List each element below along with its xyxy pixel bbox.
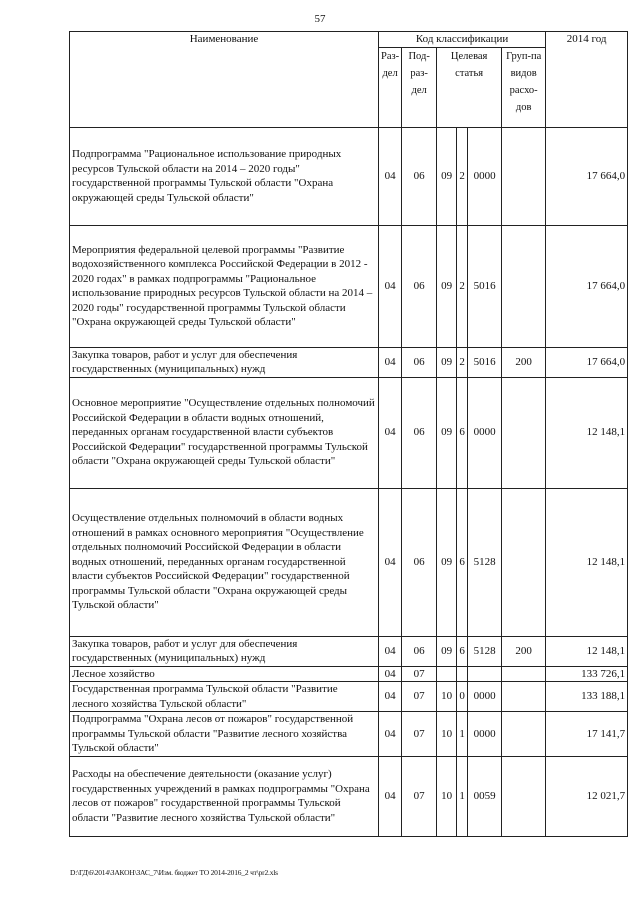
row-section: 04: [379, 712, 402, 757]
row-expense-group: 200: [502, 636, 546, 666]
table-row: [70, 712, 628, 757]
table-row: [70, 225, 628, 347]
row-section: 04: [379, 682, 402, 712]
row-expense-group: [502, 682, 546, 712]
row-section: 04: [379, 666, 402, 682]
column-header-subsection: Под-раз-дел: [402, 47, 437, 127]
column-header-year: 2014 год: [546, 32, 628, 128]
row-subsection: 07: [402, 682, 437, 712]
row-amount: 133 188,1: [546, 682, 628, 712]
row-name: Подпрограмма "Рациональное использование природных ресурсов Тульской области на 2014 – 2020 годы" государственной программы Тульской области "Охрана окружающей среды Тульской области": [70, 127, 379, 225]
row-target-subprogram: [457, 666, 468, 682]
row-name: Закупка товаров, работ и услуг для обеспечения государственных (муниципальных) нужд: [70, 636, 379, 666]
row-section: 04: [379, 377, 402, 488]
row-subsection: 07: [402, 712, 437, 757]
row-target-direction: 0000: [468, 682, 502, 712]
row-amount: 17 664,0: [546, 225, 628, 347]
row-target-direction: 0059: [468, 756, 502, 836]
row-subsection: 07: [402, 756, 437, 836]
row-target-program: [437, 666, 457, 682]
row-target-subprogram: 6: [457, 488, 468, 636]
row-target-direction: 5128: [468, 636, 502, 666]
row-target-program: 10: [437, 712, 457, 757]
row-section: 04: [379, 225, 402, 347]
row-target-direction: 5016: [468, 225, 502, 347]
row-target-direction: 0000: [468, 377, 502, 488]
row-target-program: 09: [437, 377, 457, 488]
row-target-program: 09: [437, 347, 457, 377]
row-target-program: 10: [437, 682, 457, 712]
row-target-subprogram: 6: [457, 377, 468, 488]
row-amount: 133 726,1: [546, 666, 628, 682]
row-name: Закупка товаров, работ и услуг для обеспечения государственных (муниципальных) нужд: [70, 347, 379, 377]
row-subsection: 06: [402, 127, 437, 225]
column-header-target: Целевая статья: [437, 47, 502, 127]
row-target-program: 09: [437, 488, 457, 636]
row-name: Подпрограмма "Охрана лесов от пожаров" государственной программы Тульской области "Развитие лесного хозяйства Тульской области": [70, 712, 379, 757]
row-expense-group: [502, 225, 546, 347]
row-amount: 12 148,1: [546, 377, 628, 488]
row-name: Расходы на обеспечение деятельности (оказание услуг) государственных учреждений в рамках подпрограммы "Охрана лесов от пожаров" государственной программы Тульской области "Развитие лесного хозяйства Тульской области": [70, 756, 379, 836]
row-expense-group: [502, 712, 546, 757]
header-row-1: [70, 32, 628, 48]
row-target-subprogram: 6: [457, 636, 468, 666]
row-expense-group: 200: [502, 347, 546, 377]
table-row: [70, 127, 628, 225]
row-section: 04: [379, 756, 402, 836]
row-expense-group: [502, 377, 546, 488]
row-section: 04: [379, 636, 402, 666]
row-target-subprogram: 2: [457, 127, 468, 225]
row-target-direction: 5016: [468, 347, 502, 377]
row-section: 04: [379, 127, 402, 225]
row-name: Осуществление отдельных полномочий в области водных отношений в рамках основного мероприятия "Осуществление отдельных полномочий Российской Федерации в области водных отношений, переданных органам государственной власти субъектов Российской Федерации" государственной программы Тульской области "Охрана окружающей среды Тульской области": [70, 488, 379, 636]
row-name: Лесное хозяйство: [70, 666, 379, 682]
table-row: [70, 377, 628, 488]
row-amount: 12 021,7: [546, 756, 628, 836]
table-row: [70, 756, 628, 836]
row-target-direction: 5128: [468, 488, 502, 636]
row-target-direction: [468, 666, 502, 682]
row-subsection: 06: [402, 488, 437, 636]
column-header-expense-group: Груп-па видов расхо-дов: [502, 47, 546, 127]
row-target-subprogram: 2: [457, 225, 468, 347]
table-row: [70, 666, 628, 682]
row-subsection: 07: [402, 666, 437, 682]
row-subsection: 06: [402, 225, 437, 347]
page-number: 57: [314, 13, 326, 25]
row-amount: 17 664,0: [546, 127, 628, 225]
row-target-subprogram: 1: [457, 712, 468, 757]
column-header-code-group: Код классификации: [379, 32, 546, 48]
row-target-subprogram: 0: [457, 682, 468, 712]
row-target-direction: 0000: [468, 127, 502, 225]
table-row: [70, 636, 628, 666]
row-subsection: 06: [402, 347, 437, 377]
row-target-program: 10: [437, 756, 457, 836]
row-amount: 17 664,0: [546, 347, 628, 377]
row-subsection: 06: [402, 636, 437, 666]
column-header-name: Наименование: [70, 32, 379, 128]
row-name: Государственная программа Тульской области "Развитие лесного хозяйства Тульской области": [70, 682, 379, 712]
budget-table: [69, 31, 628, 837]
table-row: [70, 488, 628, 636]
row-target-subprogram: 1: [457, 756, 468, 836]
row-expense-group: [502, 666, 546, 682]
row-target-direction: 0000: [468, 712, 502, 757]
row-target-subprogram: 2: [457, 347, 468, 377]
row-expense-group: [502, 756, 546, 836]
row-section: 04: [379, 488, 402, 636]
row-expense-group: [502, 127, 546, 225]
table-row: [70, 682, 628, 712]
row-expense-group: [502, 488, 546, 636]
row-section: 04: [379, 347, 402, 377]
row-target-program: 09: [437, 636, 457, 666]
file-path-footer: D:\ГД\6\2014\ЗАКОН\ЗАС_7\Изм. бюджет ТО 2014-2016_2 чт\pr2.xls: [70, 868, 278, 877]
row-target-program: 09: [437, 127, 457, 225]
table-row: [70, 347, 628, 377]
row-name: Основное мероприятие "Осуществление отдельных полномочий Российской Федерации в области водных отношений, переданных органам государственной власти субъектов Российской Федерации" государственной программы Тульской области "Охрана окружающей среды Тульской области": [70, 377, 379, 488]
row-amount: 12 148,1: [546, 636, 628, 666]
column-header-section: Раз-дел: [379, 47, 402, 127]
row-subsection: 06: [402, 377, 437, 488]
row-amount: 17 141,7: [546, 712, 628, 757]
row-target-program: 09: [437, 225, 457, 347]
row-amount: 12 148,1: [546, 488, 628, 636]
row-name: Мероприятия федеральной целевой программы "Развитие водохозяйственного комплекса Российской Федерации в 2012 - 2020 годах" в рамках подпрограммы "Рациональное использование природных ресурсов Тульской области на 2014 – 2020 годы" государственной программы Тульской области "Охрана окружающей среды Тульской области": [70, 225, 379, 347]
